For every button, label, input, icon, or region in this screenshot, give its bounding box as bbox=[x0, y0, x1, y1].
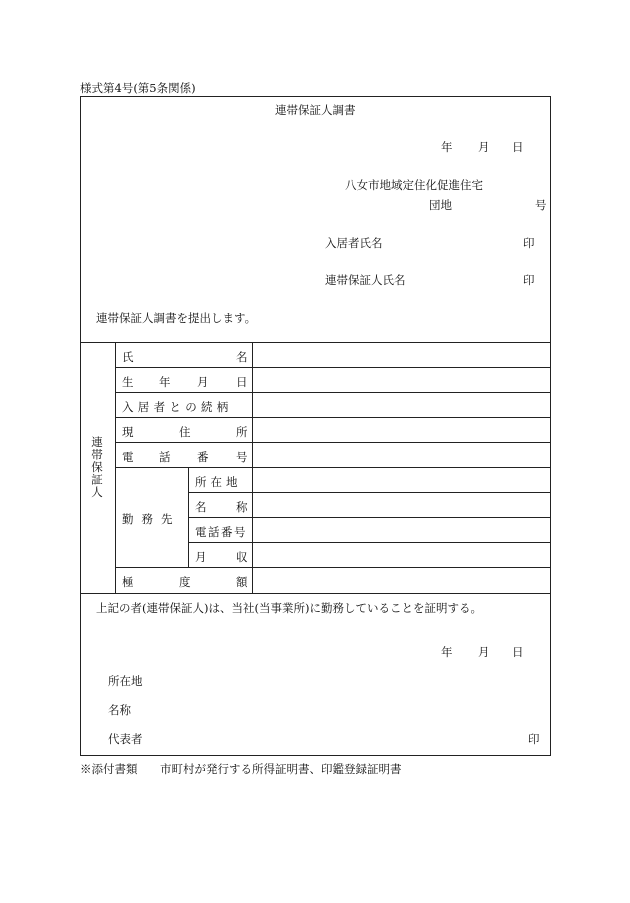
cert-date-month: 月 bbox=[478, 645, 490, 659]
row-address-c: 所 bbox=[236, 425, 248, 439]
table-row-divider bbox=[188, 517, 551, 518]
table-row-divider bbox=[115, 567, 551, 568]
row-name-label-a: 氏 bbox=[122, 350, 134, 364]
table-row-divider bbox=[115, 367, 551, 368]
addressee-complex: 団地 bbox=[429, 198, 452, 212]
form-title: 連帯保証人調書 bbox=[275, 103, 356, 117]
addressee-line1: 八女市地域定住化促進住宅 bbox=[345, 178, 483, 192]
row-workplace-company-a: 名 bbox=[195, 500, 207, 514]
row-phone-b: 話 bbox=[159, 450, 171, 464]
row-phone-d: 号 bbox=[236, 450, 248, 464]
row-phone-a: 電 bbox=[122, 450, 134, 464]
table-top-border bbox=[80, 342, 551, 343]
row-birth-b: 年 bbox=[159, 375, 171, 389]
row-birth-a: 生 bbox=[122, 375, 134, 389]
guarantor-seal: 印 bbox=[523, 273, 535, 287]
row-workplace-location: 所在地 bbox=[195, 475, 242, 489]
row-workplace-company-b: 称 bbox=[236, 500, 248, 514]
table-bottom-border bbox=[80, 593, 551, 594]
row-workplace-phone: 電話番号 bbox=[195, 525, 247, 539]
row-relationship-label: 入居者との続柄 bbox=[122, 400, 233, 414]
table-group-divider bbox=[115, 342, 116, 593]
resident-name-label: 入居者氏名 bbox=[325, 236, 383, 250]
cert-location-label: 所在地 bbox=[108, 674, 143, 688]
row-birth-d: 日 bbox=[236, 375, 248, 389]
row-workplace-income-b: 収 bbox=[236, 550, 248, 564]
row-workplace-income-a: 月 bbox=[195, 550, 207, 564]
guarantor-name-label: 連帯保証人氏名 bbox=[325, 273, 406, 287]
attachments-label: ※添付書類 bbox=[80, 762, 138, 776]
row-address-a: 現 bbox=[122, 425, 134, 439]
table-row-divider bbox=[188, 542, 551, 543]
cert-date-day: 日 bbox=[512, 645, 524, 659]
guarantor-group-label: 連帯保証人 bbox=[90, 436, 104, 499]
table-value-divider bbox=[252, 342, 253, 593]
cert-name-label: 名称 bbox=[108, 703, 131, 717]
row-workplace-label: 勤務先 bbox=[122, 512, 181, 526]
cert-date-year: 年 bbox=[441, 645, 453, 659]
row-birth-c: 月 bbox=[197, 375, 209, 389]
header-date-month: 月 bbox=[478, 140, 490, 154]
table-workplace-divider bbox=[188, 467, 189, 567]
row-credit-limit-b: 度 bbox=[179, 575, 191, 589]
table-row-divider bbox=[188, 492, 551, 493]
cert-representative-label: 代表者 bbox=[108, 732, 143, 746]
row-credit-limit-a: 極 bbox=[122, 575, 134, 589]
table-row-divider bbox=[115, 442, 551, 443]
table-row-divider bbox=[115, 467, 551, 468]
row-name-label-b: 名 bbox=[236, 350, 248, 364]
row-credit-limit-c: 額 bbox=[236, 575, 248, 589]
table-row-divider bbox=[115, 392, 551, 393]
cert-seal: 印 bbox=[528, 732, 540, 746]
certification-text: 上記の者(連帯保証人)は、当社(当事業所)に勤務していることを証明する。 bbox=[96, 601, 482, 615]
row-phone-c: 番 bbox=[197, 450, 209, 464]
row-address-b: 住 bbox=[179, 425, 191, 439]
resident-seal: 印 bbox=[523, 236, 535, 250]
header-date-day: 日 bbox=[512, 140, 524, 154]
attachments-text: 市町村が発行する所得証明書、印鑑登録証明書 bbox=[160, 762, 402, 776]
table-row-divider bbox=[115, 417, 551, 418]
addressee-number: 号 bbox=[535, 198, 547, 212]
form-number: 様式第4号(第5条関係) bbox=[80, 81, 196, 95]
header-date-year: 年 bbox=[441, 140, 453, 154]
submission-text: 連帯保証人調書を提出します。 bbox=[96, 311, 257, 325]
